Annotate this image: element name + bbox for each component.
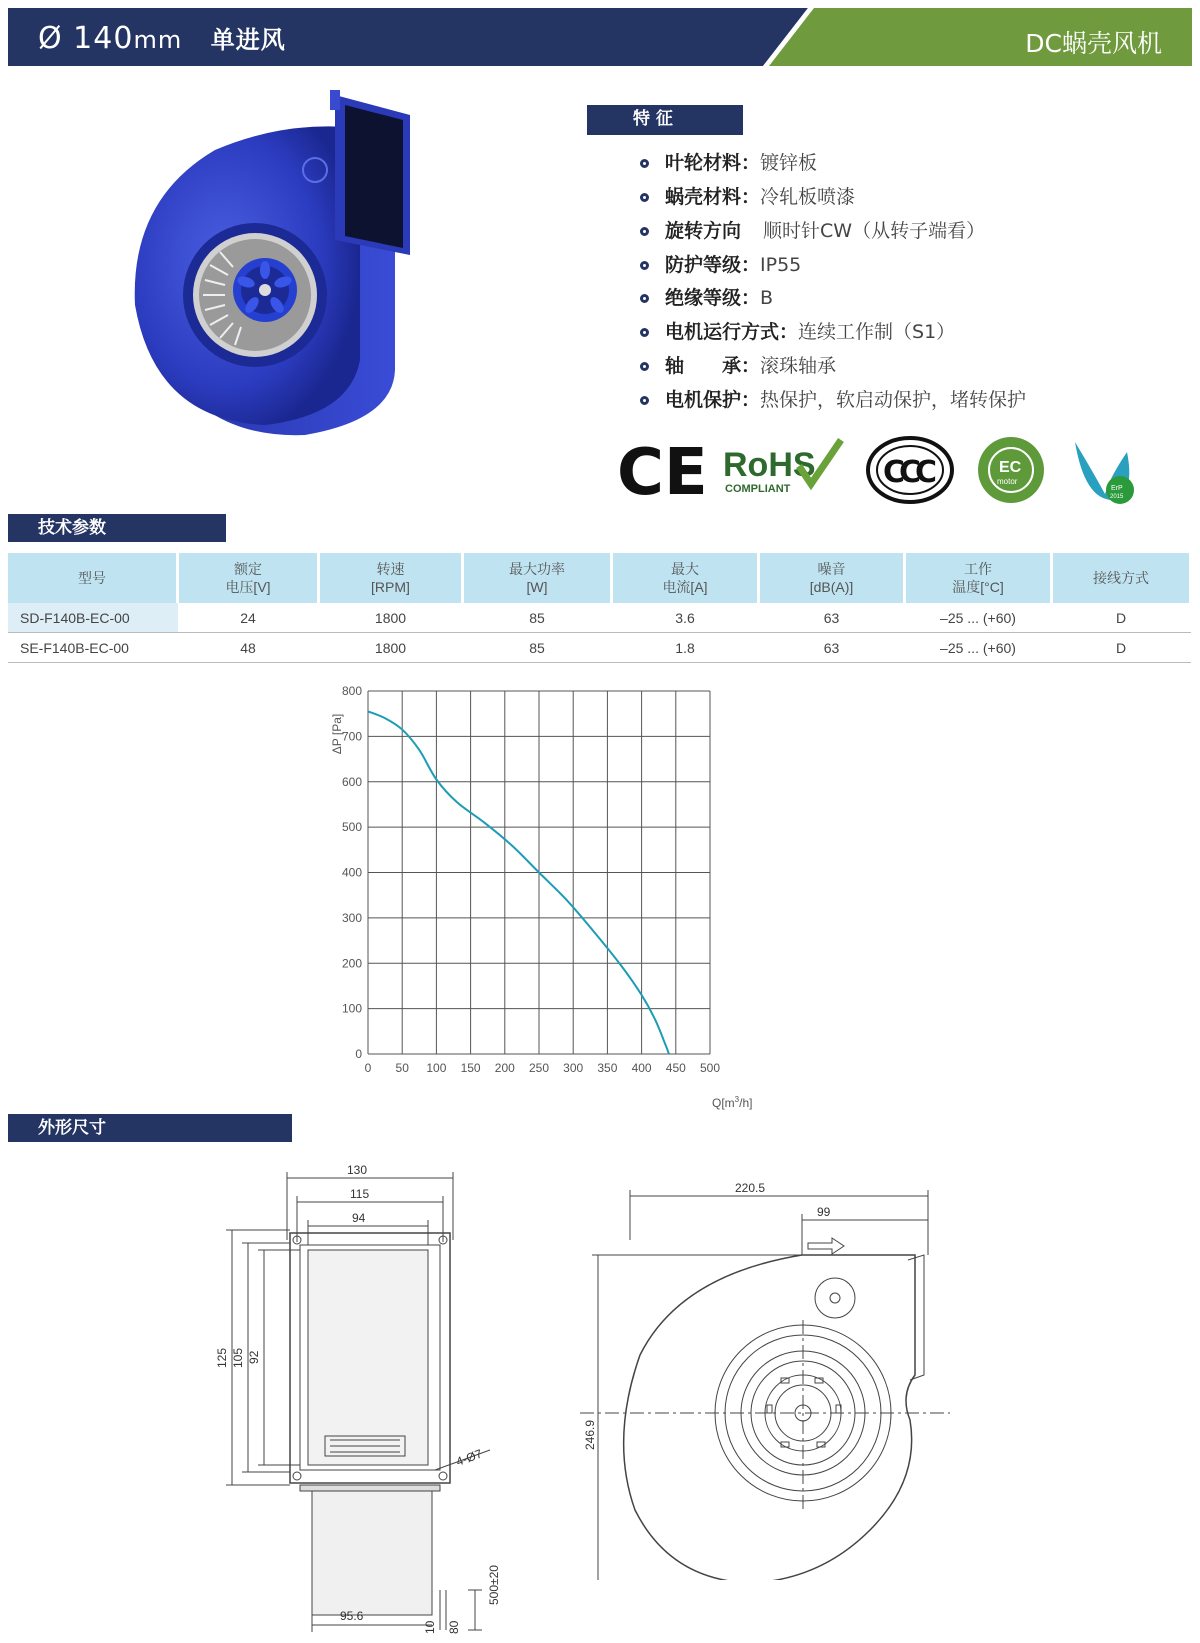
y-tick-label: 100 xyxy=(341,1001,362,1016)
column-header: 型号 xyxy=(8,553,178,603)
dimension-label: 130 xyxy=(347,1163,368,1177)
current-cell: 3.6 xyxy=(612,603,759,633)
column-header: 额定 电压[V] xyxy=(178,553,319,603)
column-header: 最大 电流[A] xyxy=(612,553,759,603)
side-view-drawing xyxy=(570,1180,960,1580)
bullet-icon xyxy=(640,159,649,168)
bullet-icon xyxy=(640,396,649,405)
dimension-label: 92 xyxy=(247,1350,261,1364)
x-tick-label: 450 xyxy=(665,1061,686,1075)
y-tick-label: 600 xyxy=(341,774,362,789)
svg-text:motor: motor xyxy=(997,477,1018,486)
bullet-icon xyxy=(640,362,649,371)
dimension-label: 105 xyxy=(231,1347,245,1368)
feature-item xyxy=(640,216,985,246)
feature-value: 顺时针CW（从转子端看） xyxy=(763,220,986,242)
feature-item xyxy=(640,283,773,313)
y-tick-label: 800 xyxy=(341,684,362,698)
feature-value: 连续工作制（S1） xyxy=(798,321,956,343)
wiring-cell: D xyxy=(1052,603,1191,633)
bullet-icon xyxy=(640,294,649,303)
column-header: 最大功率 [W] xyxy=(463,553,612,603)
voltage-cell: 24 xyxy=(178,603,319,633)
x-tick-label: 300 xyxy=(563,1061,584,1075)
dimension-label: 80 xyxy=(447,1620,461,1634)
temperature-cell: –25 ... (+60) xyxy=(905,603,1052,633)
x-tick-label: 500 xyxy=(699,1061,721,1075)
dimension-label: 95.6 xyxy=(340,1609,364,1623)
ce-mark-icon xyxy=(617,436,708,510)
svg-text:CE: CE xyxy=(617,436,708,510)
feature-item xyxy=(640,148,817,178)
feature-key: 电机运行方式： xyxy=(665,321,799,343)
svg-text:EC: EC xyxy=(999,459,1022,476)
speed-cell: 1800 xyxy=(319,633,463,663)
bullet-icon xyxy=(640,227,649,236)
model-cell: SE-F140B-EC-00 xyxy=(8,633,178,663)
column-header: 噪音 [dB(A)] xyxy=(759,553,905,603)
x-axis-label: $Q[m^3/h]$ xyxy=(712,1095,753,1110)
bullet-icon xyxy=(640,193,649,202)
power-cell: 85 xyxy=(463,603,612,633)
product-title xyxy=(38,20,286,56)
voltage-cell: 48 xyxy=(178,633,319,663)
feature-key: 旋转方向 xyxy=(665,220,742,242)
power-cell: 85 xyxy=(463,633,612,663)
svg-text:CCC: CCC xyxy=(883,455,932,490)
y-tick-label: 400 xyxy=(341,865,362,880)
ec-motor-logo-icon xyxy=(978,437,1044,503)
x-tick-label: 150 xyxy=(460,1061,481,1075)
current-cell: 1.8 xyxy=(612,633,759,663)
feature-value: 滚珠轴承 xyxy=(760,355,837,377)
front-view-drawing xyxy=(200,1150,560,1640)
y-tick-label: 500 xyxy=(341,820,362,835)
dimension-label: 99 xyxy=(817,1205,831,1219)
feature-key: 防护等级： xyxy=(665,254,761,276)
mounting-holes-label: 4-Ø7 xyxy=(454,1446,485,1469)
y-tick-label: 300 xyxy=(341,910,362,925)
y-tick-label: 200 xyxy=(341,956,362,971)
x-tick-label: 0 xyxy=(364,1061,372,1075)
dimension-label: 220.5 xyxy=(735,1181,766,1195)
feature-key: 电机保护： xyxy=(665,389,761,411)
pressure-flow-curve xyxy=(368,711,669,1054)
inlet-type: 单进风 xyxy=(210,26,286,54)
blower-product-image xyxy=(125,90,445,450)
dimensions-heading: 外形尺寸 xyxy=(8,1114,292,1142)
feature-item xyxy=(640,351,836,381)
speed-cell: 1800 xyxy=(319,603,463,633)
x-tick-label: 250 xyxy=(528,1061,550,1075)
specs-heading: 技术参数 xyxy=(8,514,226,542)
features-heading: 特 征 xyxy=(587,105,743,135)
certification-logos xyxy=(615,432,1145,512)
svg-text:2015: 2015 xyxy=(1110,494,1124,500)
noise-cell: 63 xyxy=(759,633,905,663)
noise-cell: 63 xyxy=(759,603,905,633)
feature-item xyxy=(640,385,1026,415)
x-tick-label: 400 xyxy=(631,1061,652,1075)
feature-value: B xyxy=(760,287,774,309)
y-tick-label: 700 xyxy=(341,729,362,744)
feature-item xyxy=(640,182,855,212)
feature-key: 绝缘等级： xyxy=(665,287,761,309)
product-category: DC蜗壳风机 xyxy=(1025,29,1162,58)
table-header-row xyxy=(8,553,1191,603)
ccc-logo-icon xyxy=(868,438,952,502)
rohs-logo-icon xyxy=(723,440,841,495)
dimension-label: 10 xyxy=(423,1620,437,1634)
y-tick-labels xyxy=(342,684,362,1061)
feature-item xyxy=(640,317,955,347)
dimension-label: 94 xyxy=(352,1211,366,1225)
svg-text:COMPLIANT: COMPLIANT xyxy=(725,483,791,495)
performance-curve-chart xyxy=(320,682,780,1112)
x-tick-label: 350 xyxy=(597,1061,618,1075)
temperature-cell: –25 ... (+60) xyxy=(905,633,1052,663)
svg-text:ErP: ErP xyxy=(1111,485,1123,492)
feature-value: 热保护，软启动保护，堵转保护 xyxy=(760,389,1027,411)
erp-logo-icon xyxy=(1075,442,1134,504)
table-row xyxy=(8,633,1191,663)
feature-item xyxy=(640,250,801,280)
model-cell: SD-F140B-EC-00 xyxy=(8,603,178,633)
cable-length-label: 500±20 xyxy=(487,1565,501,1605)
bullet-icon xyxy=(640,328,649,337)
dimension-label: 115 xyxy=(350,1187,370,1201)
column-header: 转速 [RPM] xyxy=(319,553,463,603)
dimension-label: 246.9 xyxy=(583,1419,597,1450)
feature-value: 冷轧板喷漆 xyxy=(760,186,856,208)
column-header: 接线方式 xyxy=(1052,553,1191,603)
y-tick-label: 0 xyxy=(355,1047,362,1061)
y-axis-label: ΔP [Pa] xyxy=(330,713,344,755)
dimension-label: 125 xyxy=(215,1347,229,1368)
feature-value: 镀锌板 xyxy=(760,152,818,174)
table-row xyxy=(8,603,1191,633)
specs-table xyxy=(8,553,1192,663)
feature-key: 蜗壳材料： xyxy=(665,186,761,208)
x-tick-labels xyxy=(365,1061,721,1075)
diameter-unit: mm xyxy=(133,26,183,54)
diameter-value: 140 xyxy=(73,21,134,56)
x-tick-label: 100 xyxy=(426,1061,447,1075)
feature-value: IP55 xyxy=(760,254,802,276)
wiring-cell: D xyxy=(1052,633,1191,663)
bullet-icon xyxy=(640,261,649,270)
svg-text:RoHS: RoHS xyxy=(723,446,816,484)
x-tick-label: 200 xyxy=(494,1061,515,1075)
feature-key: 叶轮材料： xyxy=(665,152,761,174)
column-header: 工作 温度[°C] xyxy=(905,553,1052,603)
x-tick-label: 50 xyxy=(395,1061,409,1075)
header-banner xyxy=(8,8,1192,66)
feature-key: 轴 承： xyxy=(665,355,761,377)
diameter-symbol: Ø xyxy=(38,21,63,56)
